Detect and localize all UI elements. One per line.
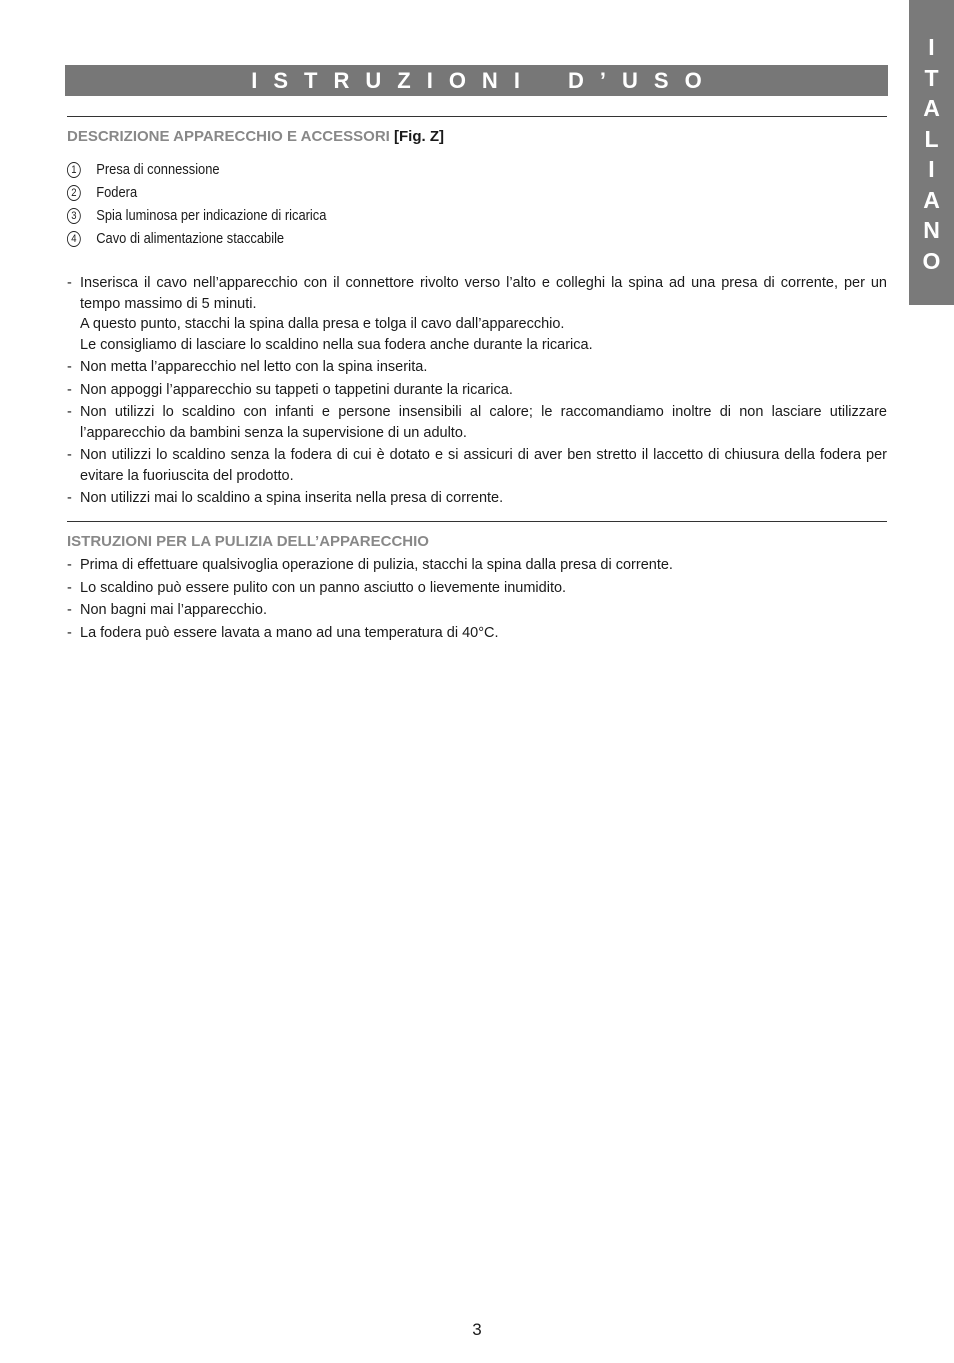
list-item	[67, 204, 326, 227]
bullet-dash: -	[67, 579, 72, 596]
section-heading-description	[67, 128, 444, 145]
side-tab-letter: A	[923, 95, 940, 121]
list-item	[67, 158, 326, 181]
divider	[67, 521, 887, 522]
side-tab-letter: N	[923, 217, 940, 243]
note-text: Non appoggi l’apparecchio su tappeti o tappetini durante la ricarica.	[80, 381, 513, 398]
note-text: Non utilizzi lo scaldino con infanti e persone insensibili al calore; le raccomandiamo inoltre di non lasciare utilizzare l’apparecchio da bambini senza la supervisione di un adulto.	[80, 404, 887, 441]
list-item	[67, 181, 326, 204]
usage-notes-list	[67, 273, 887, 511]
bullet-dash: -	[67, 624, 72, 641]
note-text: Inserisca il cavo nell’apparecchio con il connettore rivolto verso l’alto e colleghi la spina ad una presa di corrente, per un tempo massimo di 5 minuti.	[80, 275, 887, 312]
cleaning-text: La fodera può essere lavata a mano ad una temperatura di 40°C.	[80, 624, 499, 641]
note-text: Le consigliamo di lasciare lo scaldino nella sua fodera anche durante la ricarica.	[80, 336, 593, 353]
note-text: Non utilizzi mai lo scaldino a spina inserita nella presa di corrente.	[80, 490, 504, 506]
side-tab-letter: I	[928, 156, 935, 182]
page-number: 3	[472, 1320, 482, 1339]
list-item	[67, 623, 887, 644]
bullet-dash: -	[67, 381, 72, 398]
list-item	[67, 578, 887, 599]
bullet-dash: -	[67, 557, 72, 573]
cleaning-text: Prima di effettuare qualsivoglia operazione di pulizia, stacchi la spina dalla presa di corrente.	[80, 557, 673, 573]
side-tab-letter: I	[928, 34, 935, 60]
item-number-badge: 4	[67, 231, 81, 247]
item-label: Spia luminosa per indicazione di ricarica	[96, 207, 327, 224]
section-heading-text: DESCRIZIONE APPARECCHIO E ACCESSORI	[67, 128, 390, 145]
bullet-dash: -	[67, 447, 72, 463]
cleaning-text: Lo scaldino può essere pulito con un panno asciutto o lievemente inumidito.	[80, 579, 567, 596]
bullet-dash: -	[67, 275, 72, 291]
item-number-badge: 2	[67, 185, 81, 201]
bullet-dash: -	[67, 404, 72, 420]
item-number-badge: 1	[67, 162, 81, 178]
side-tab-letter: L	[924, 125, 939, 152]
note-text: Non utilizzi lo scaldino senza la fodera di cui è dotato e si assicuri di aver ben stretto il laccetto di chiusura della fodera per evitare la fuoriuscita del prodotto.	[80, 447, 887, 484]
divider	[67, 116, 887, 117]
side-tab-letter: A	[923, 186, 940, 213]
list-item	[67, 445, 887, 486]
list-item	[67, 600, 887, 621]
cleaning-text: Non bagni mai l’apparecchio.	[80, 602, 267, 618]
note-text: Non metta l’apparecchio nel letto con la spina inserita.	[80, 359, 428, 375]
bullet-dash: -	[67, 602, 72, 618]
language-side-tab	[909, 0, 954, 305]
item-label: Fodera	[96, 184, 138, 201]
list-item	[67, 380, 887, 401]
cleaning-list	[67, 555, 887, 645]
page-title: ISTRUZIONI D’USO	[251, 67, 718, 93]
bullet-dash: -	[67, 359, 72, 375]
list-item	[67, 488, 887, 509]
list-item	[67, 402, 887, 443]
bullet-dash: -	[67, 490, 72, 506]
accessories-list	[67, 158, 369, 250]
list-item	[67, 357, 887, 378]
title-bar	[65, 65, 888, 96]
list-item	[67, 273, 887, 355]
item-number-badge: 3	[67, 208, 81, 224]
item-label: Cavo di alimentazione staccabile	[96, 230, 285, 247]
figure-reference: [Fig. Z]	[394, 128, 444, 145]
section-heading-cleaning	[67, 533, 429, 550]
list-item	[67, 227, 326, 250]
item-label: Presa di connessione	[96, 161, 220, 178]
note-text: A questo punto, stacchi la spina dalla presa e tolga il cavo dall’apparecchio.	[80, 316, 565, 332]
section-heading-text: ISTRUZIONI PER LA PULIZIA DELL’APPARECCHIO	[67, 533, 429, 550]
list-item	[67, 555, 887, 576]
side-tab-letter: O	[922, 247, 941, 274]
side-tab-letter: T	[924, 64, 939, 91]
